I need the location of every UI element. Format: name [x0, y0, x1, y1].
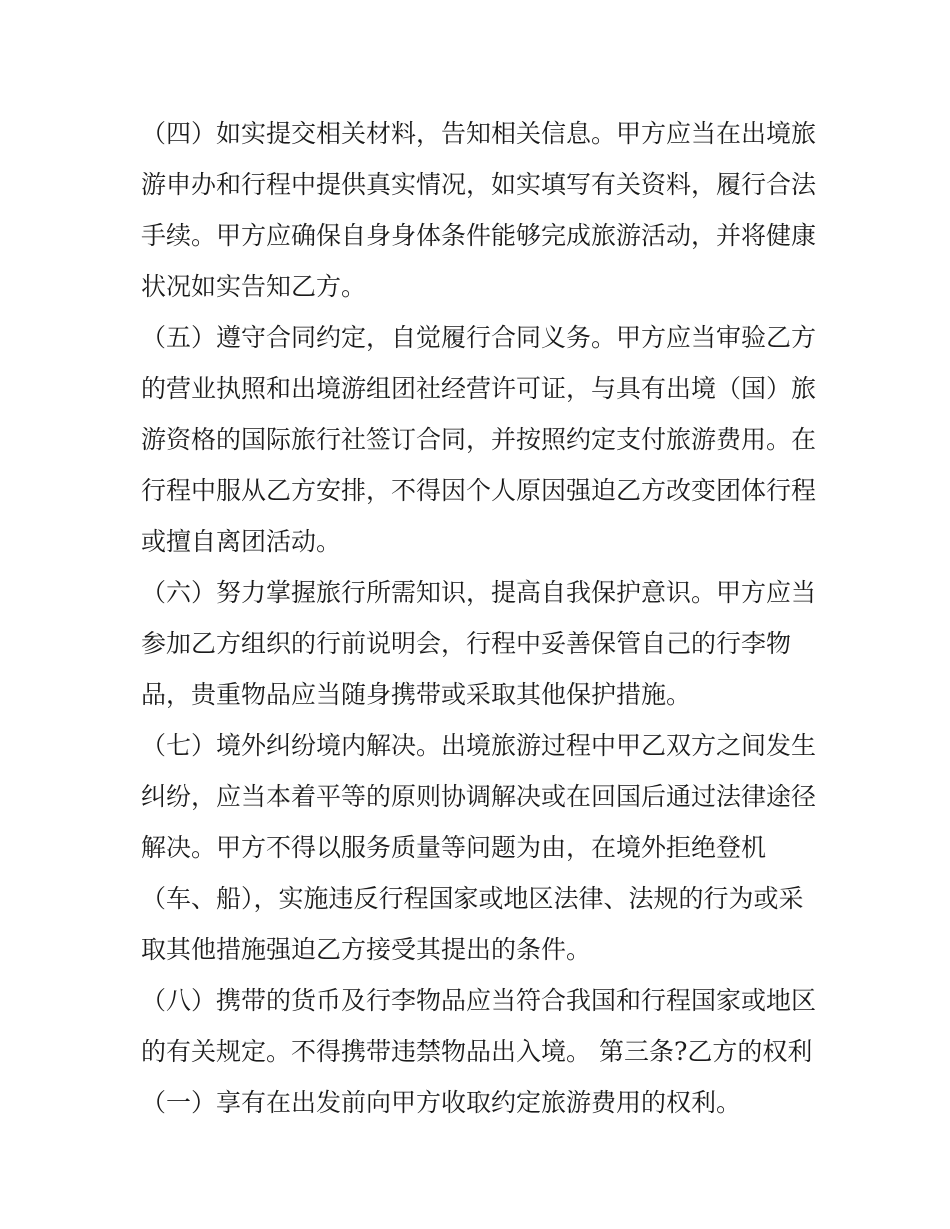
text-line: 参加乙方组织的行前说明会，行程中妥善保管自己的行李物 [141, 629, 792, 658]
text-line: 游申办和行程中提供真实情况，如实填写有关资料，履行合法 [141, 170, 817, 199]
text-line: （八）携带的货币及行李物品应当符合我国和行程国家或地区 [141, 986, 817, 1015]
text-line: 的营业执照和出境游组团社经营许可证，与具有出境（国）旅 [141, 374, 817, 403]
text-line: 或擅自离团活动。 [141, 527, 342, 556]
text-line: （车、船），实施违反行程国家或地区法律、法规的行为或采 [141, 884, 804, 913]
text-line: （四）如实提交相关材料，告知相关信息。甲方应当在出境旅 [141, 119, 817, 148]
text-line: 游资格的国际旅行社签订合同，并按照约定支付旅游费用。在 [141, 425, 817, 454]
text-line: 的有关规定。不得携带违禁物品出入境。 第三条?乙方的权利 [141, 1037, 813, 1066]
text-line: 纠纷，应当本着平等的原则协调解决或在回国后通过法律途径 [141, 782, 817, 811]
text-line: （七）境外纠纷境内解决。出境旅游过程中甲乙双方之间发生 [141, 731, 817, 760]
text-line: （六）努力掌握旅行所需知识，提高自我保护意识。甲方应当 [141, 578, 817, 607]
text-line: 取其他措施强迫乙方接受其提出的条件。 [141, 935, 592, 964]
text-line: 状况如实告知乙方。 [141, 272, 367, 301]
text-line: （一）享有在出发前向甲方收取约定旅游费用的权利。 [141, 1088, 742, 1117]
text-line: 手续。甲方应确保自身身体条件能够完成旅游活动，并将健康 [141, 221, 817, 250]
text-line: （五）遵守合同约定，自觉履行合同义务。甲方应当审验乙方 [141, 323, 817, 352]
text-line: 品，贵重物品应当随身携带或采取其他保护措施。 [141, 680, 692, 709]
text-line: 解决。甲方不得以服务质量等问题为由，在境外拒绝登机 [141, 833, 767, 862]
document-body [141, 108, 821, 1128]
text-line: 行程中服从乙方安排，不得因个人原因强迫乙方改变团体行程 [141, 476, 817, 505]
